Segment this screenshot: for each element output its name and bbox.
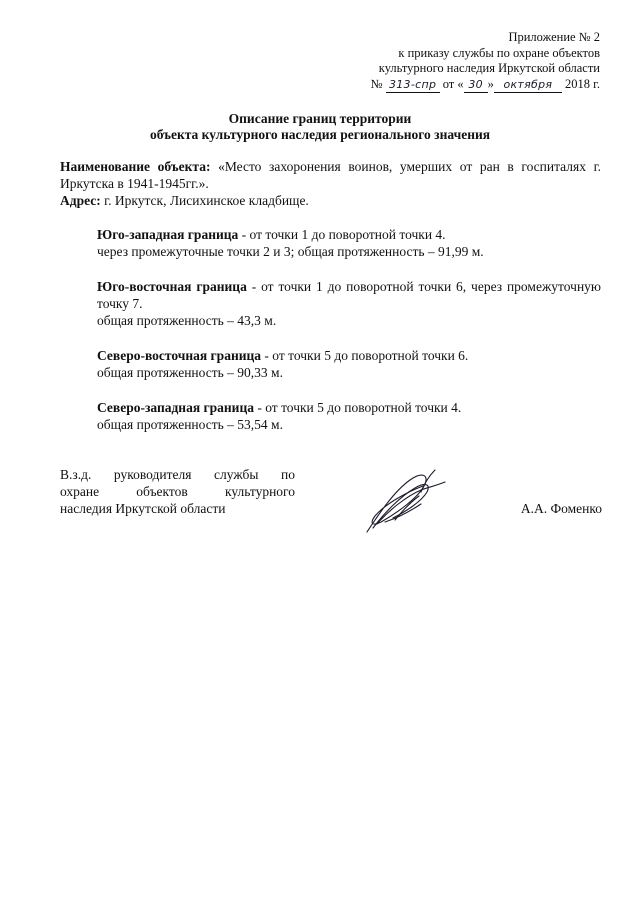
object-name-value: «Место захоронения воинов, умерших от ран в госпиталях г. Иркутска в 1941-1945гг.». xyxy=(60,159,601,191)
object-address-paragraph xyxy=(60,192,601,209)
border-name: Северо-западная граница xyxy=(97,400,254,415)
border-northeast xyxy=(97,347,601,381)
position-line-1: В.з.д. руководителя службы по xyxy=(60,467,295,482)
border-southeast xyxy=(97,278,601,329)
border-name: Юго-западная граница xyxy=(97,227,239,242)
title-line-1: Описание границ территории xyxy=(228,111,412,126)
object-name-paragraph xyxy=(60,158,601,192)
document-title xyxy=(0,111,640,143)
border-name: Северо-восточная граница xyxy=(97,348,262,363)
position-line-2: охране объектов культурного xyxy=(60,484,295,499)
handwritten-signature xyxy=(355,462,455,537)
border-desc: - от точки 1 до поворотной точки 4. xyxy=(241,227,446,242)
signatory-name: А.А. Фоменко xyxy=(520,501,602,516)
signatory-position xyxy=(60,466,295,517)
border-length: через промежуточные точки 2 и 3; общая протяженность – 91,99 м. xyxy=(97,244,484,259)
title-line-2: объекта культурного наследия регионального значения xyxy=(149,127,491,142)
object-address-label: Адрес: xyxy=(60,193,101,208)
position-line-3: наследия Иркутской области xyxy=(60,501,226,516)
object-name-label: Наименование объекта: xyxy=(60,159,211,174)
date-year: 2018 г. xyxy=(565,76,600,91)
border-southwest xyxy=(97,226,601,260)
handwritten-month: октября xyxy=(494,77,562,94)
border-desc: - от точки 5 до поворотной точки 6. xyxy=(264,348,469,363)
border-desc: - от точки 5 до поворотной точки 4. xyxy=(257,400,462,415)
handwritten-order-number: 313-спр xyxy=(386,77,440,94)
date-quote-close: » xyxy=(487,76,494,91)
handwritten-day: 30 xyxy=(464,77,488,94)
border-northwest xyxy=(97,399,601,433)
number-sign: № xyxy=(370,76,383,91)
appendix-order-ref: к приказу службы по охране объектов xyxy=(398,45,600,60)
border-length: общая протяженность – 43,3 м. xyxy=(97,313,277,328)
border-length: общая протяженность – 90,33 м. xyxy=(97,365,283,380)
border-name: Юго-восточная граница xyxy=(97,279,247,294)
border-descriptions xyxy=(97,226,601,451)
order-number-line xyxy=(371,77,600,94)
appendix-number: Приложение № 2 xyxy=(508,30,600,44)
object-info xyxy=(60,158,601,209)
object-address-value: г. Иркутск, Лисихинское кладбище. xyxy=(104,193,309,208)
appendix-header xyxy=(371,30,600,93)
date-from-label: от « xyxy=(442,76,464,91)
appendix-authority: культурного наследия Иркутской области xyxy=(378,61,600,75)
border-desc: - от точки 1 до поворотной точки 6, через промежуточную точку 7. xyxy=(97,279,601,311)
border-length: общая протяженность – 53,54 м. xyxy=(97,417,283,432)
